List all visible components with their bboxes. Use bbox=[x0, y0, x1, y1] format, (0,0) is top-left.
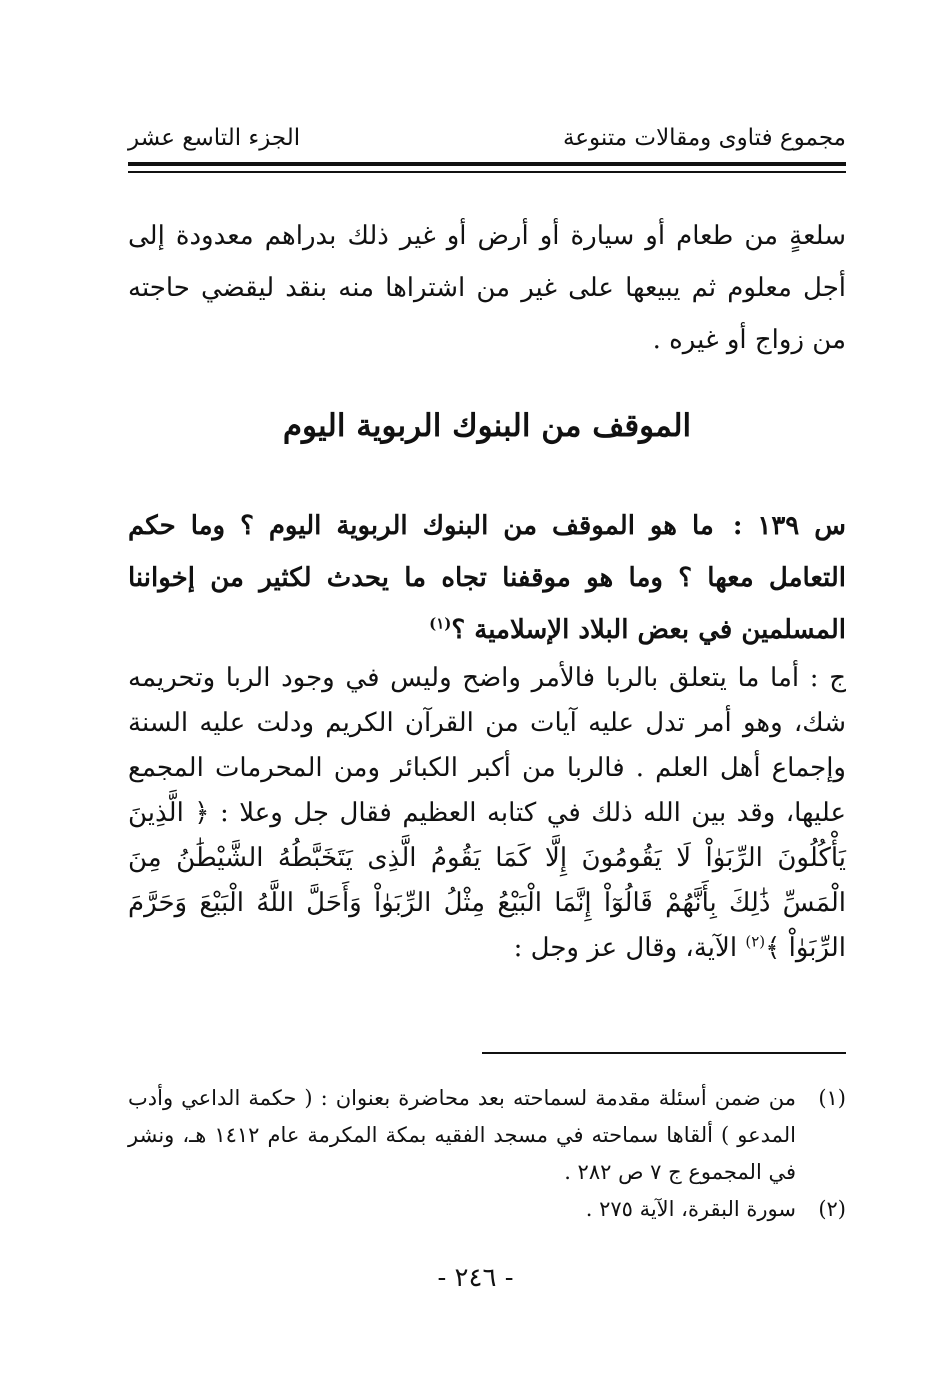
footnotes bbox=[128, 1080, 846, 1228]
footnote-ref-1: (١) bbox=[429, 614, 452, 633]
answer-text-continued: الآية، وقال عز وجل : bbox=[513, 933, 738, 963]
footnote-separator bbox=[482, 1052, 846, 1054]
footnote-number: (١) bbox=[818, 1086, 846, 1110]
footnote-item bbox=[128, 1191, 846, 1228]
page-number: - ٢٤٦ - bbox=[437, 1263, 514, 1293]
footnote-text: سورة البقرة، الآية ٢٧٥ . bbox=[585, 1197, 796, 1221]
volume-label: الجزء التاسع عشر bbox=[128, 125, 301, 151]
answer-label: ج : bbox=[809, 663, 847, 693]
question-paragraph bbox=[128, 500, 846, 656]
intro-paragraph: سلعةٍ من طعام أو سيارة أو أرض أو غير ذلك بدراهم معدودة إلى أجل معلوم ثم يبيعها على غير من اشتراها منه بنقد ليقضي حاجته من زواج أو غيره . bbox=[128, 221, 846, 355]
footnote-text: من ضمن أسئلة مقدمة لسماحته بعد محاضرة بعنوان : ( حكمة الداعي وأدب المدعو ) ألقاها سماحته في مسجد الفقيه بمكة المكرمة عام ١٤١٢ هـ، ونشر في المجموع ج ٧ ص ٢٨٢ . bbox=[128, 1086, 796, 1184]
header-rule-thick bbox=[128, 162, 846, 166]
question-label: س ١٣٩ : bbox=[732, 511, 846, 541]
footnote-item bbox=[128, 1080, 846, 1191]
header-rule-thin bbox=[128, 171, 846, 173]
quran-verse: ﴿ الَّذِينَ يَأْكُلُونَ الرِّبَوٰاْ لَا يَقُومُونَ إِلَّا كَمَا يَقُومُ الَّذِى يَتَخَبَّطُهُ الشَّيْطَٰنُ مِنَ الْمَسِّ ذَٰلِكَ بِأَنَّهُمْ قَالُوٓاْ إِنَّمَا الْبَيْعُ مِثْلُ الرِّبَوٰاْ وَأَحَلَّ اللَّهُ الْبَيْعَ وَحَرَّمَ الرِّبَوٰاْ ﴾ bbox=[128, 798, 846, 963]
answer-text: أما ما يتعلق بالربا فالأمر واضح وليس في وجود الربا وتحريمه شك، وهو أمر تدل عليه آيات من القرآن الكريم ودلت عليه السنة وإجماع أهل العلم . فالربا من أكبر الكبائر ومن المحرمات المجمع عليها، وقد بين الله ذلك في كتابه العظيم فقال جل وعلا : bbox=[128, 663, 846, 828]
book-title: مجموع فتاوى ومقالات متنوعة bbox=[562, 125, 846, 151]
footnote-ref-2: (٢) bbox=[745, 932, 766, 951]
question-text: ما هو الموقف من البنوك الربوية اليوم ؟ وما حكم التعامل معها ؟ وما هو موقفنا تجاه ما يحدث لكثير من إخواننا المسلمين في بعض البلاد الإسلامية ؟ bbox=[128, 511, 846, 645]
running-header bbox=[128, 118, 846, 158]
answer-paragraph bbox=[128, 656, 846, 971]
section-heading: الموقف من البنوك الربوية اليوم bbox=[282, 408, 692, 444]
footnote-number: (٢) bbox=[818, 1197, 846, 1221]
